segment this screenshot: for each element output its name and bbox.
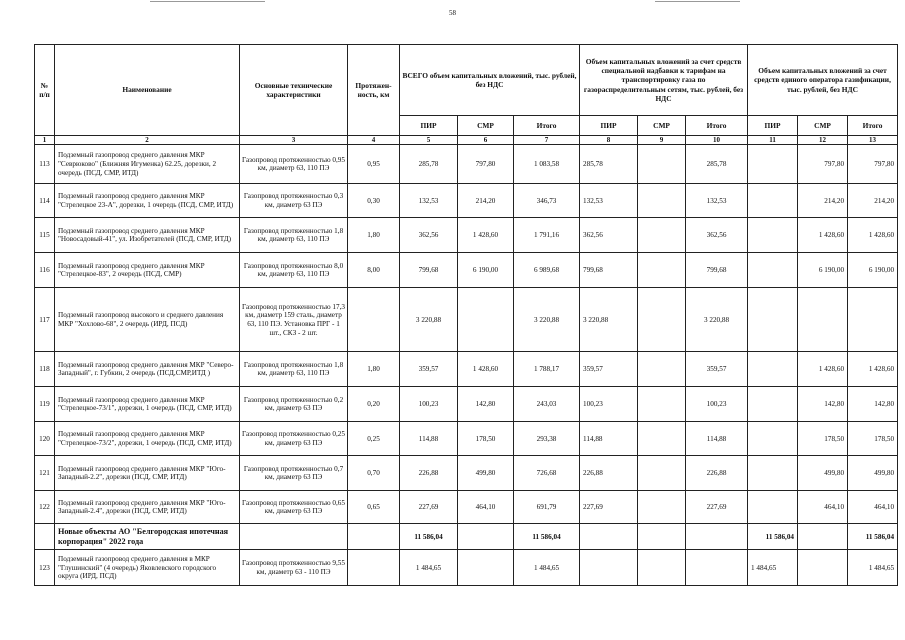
cell-operator-smr: 797,80	[798, 145, 848, 184]
table-row	[35, 491, 898, 524]
header-total-group: ВСЕГО объем капитальных вложений, тыс. рублей, без НДС	[400, 45, 580, 116]
cell-total-pir: 132,53	[400, 184, 458, 218]
table-row	[35, 352, 898, 387]
cell-total-smr: 142,80	[458, 387, 514, 422]
cell-num	[35, 524, 55, 550]
section-surcharge-pir	[580, 524, 638, 550]
cell-total-itogo: 3 220,88	[514, 288, 580, 352]
col-number: 6	[458, 136, 514, 145]
cell-tech: Газопровод протяженностью 1,8 км, диаметр 63, 110 ПЭ	[240, 218, 348, 253]
header-num: № п/п	[35, 45, 55, 136]
cell-operator-pir	[748, 184, 798, 218]
cell-operator-itogo: 142,80	[848, 387, 898, 422]
cell-surcharge-pir: 799,68	[580, 253, 638, 288]
cell-surcharge-itogo: 226,88	[686, 456, 748, 491]
header-name: Наименование	[55, 45, 240, 136]
cell-operator-smr: 1 428,60	[798, 352, 848, 387]
cell-surcharge-smr	[638, 491, 686, 524]
scan-top-line-right	[655, 1, 740, 2]
scan-top-line-left	[150, 1, 265, 2]
cell-operator-pir	[748, 145, 798, 184]
cell-name: Подземный газопровод среднего давления МКР "Северо-Западный", г. Губкин, 2 очередь (ПСД,СМР,ИТД )	[55, 352, 240, 387]
section-operator-pir: 11 586,04	[748, 524, 798, 550]
cell-surcharge-itogo: 359,57	[686, 352, 748, 387]
cell-total-smr: 499,80	[458, 456, 514, 491]
cell-surcharge-itogo: 799,68	[686, 253, 748, 288]
cell-surcharge-pir: 3 220,88	[580, 288, 638, 352]
cell-length: 0,20	[348, 387, 400, 422]
cell-operator-pir	[748, 491, 798, 524]
cell-operator-itogo: 1 428,60	[848, 218, 898, 253]
page-number: 58	[449, 9, 456, 17]
cell-operator-smr	[798, 288, 848, 352]
cell-total-itogo: 1 791,16	[514, 218, 580, 253]
section-total-itogo: 11 586,04	[514, 524, 580, 550]
header-sub-smr: СМР	[798, 116, 848, 136]
header-length: Протяжен-ность, км	[348, 45, 400, 136]
cell-surcharge-smr	[638, 218, 686, 253]
cell-surcharge-smr	[638, 184, 686, 218]
header-sub-itogo: Итого	[686, 116, 748, 136]
cell-name: Подземный газопровод среднего давления МКР "Стрелецкое-73/1", дорезки, 1 очередь (ПСД, СМР, ИТД)	[55, 387, 240, 422]
cell-total-smr: 1 428,60	[458, 218, 514, 253]
cell-length: 0,30	[348, 184, 400, 218]
table-row	[35, 422, 898, 456]
cell-total-smr: 214,20	[458, 184, 514, 218]
cell-total-pir: 1 484,65	[400, 550, 458, 586]
cell-surcharge-smr	[638, 387, 686, 422]
cell-surcharge-pir: 359,57	[580, 352, 638, 387]
cell-operator-smr: 499,80	[798, 456, 848, 491]
cell-total-itogo: 726,68	[514, 456, 580, 491]
header-operator-group: Объем капитальных вложений за счет средств единого оператора газификации, тыс. рублей, без НДС	[748, 45, 898, 116]
header-tech: Основные технические характеристики	[240, 45, 348, 136]
cell-total-smr: 178,50	[458, 422, 514, 456]
cell-name: Подземный газопровод среднего давления МКР "Стрелецкое 23-А", дорезки, 1 очередь (ПСД, СМР, ИТД)	[55, 184, 240, 218]
cell-operator-smr: 6 190,00	[798, 253, 848, 288]
col-number: 7	[514, 136, 580, 145]
cell-name: Подземный газопровод среднего давления МКР "Юго-Западный-2.2", дорезки (ПСД, СМР, ИТД)	[55, 456, 240, 491]
cell-total-pir: 799,68	[400, 253, 458, 288]
cell-surcharge-smr	[638, 456, 686, 491]
header-surcharge-group: Объем капитальных вложений за счет средств специальной надбавки к тарифам на транспортировку газа по газораспределительным сетям, тыс. рублей, без НДС	[580, 45, 748, 116]
cell-operator-pir	[748, 422, 798, 456]
cell-length	[348, 550, 400, 586]
cell-num: 118	[35, 352, 55, 387]
col-number: 13	[848, 136, 898, 145]
cell-length	[348, 524, 400, 550]
table-row	[35, 184, 898, 218]
col-number: 12	[798, 136, 848, 145]
cell-tech: Газопровод протяженностью 0,65 км, диаметр 63 ПЭ	[240, 491, 348, 524]
cell-name: Подземный газопровод среднего давления МКР "Новосадовый-41", ул. Изобретателей (ПСД, СМР, ИТД)	[55, 218, 240, 253]
cell-total-pir: 226,88	[400, 456, 458, 491]
cell-operator-pir	[748, 387, 798, 422]
section-subtotal-row	[35, 524, 898, 550]
cell-operator-pir	[748, 352, 798, 387]
cell-name: Подземный газопровод среднего давления МКР "Стрелецкое-83", 2 очередь (ПСД, СМР)	[55, 253, 240, 288]
cell-surcharge-smr	[638, 550, 686, 586]
cell-name: Подземный газопровод среднего давления МКР "Юго-Западный-2.4", дорезки (ПСД, СМР, ИТД)	[55, 491, 240, 524]
cell-surcharge-pir: 285,78	[580, 145, 638, 184]
cell-surcharge-itogo: 227,69	[686, 491, 748, 524]
cell-tech: Газопровод протяженностью 1,8 км, диаметр 63, 110 ПЭ	[240, 352, 348, 387]
section-total-pir: 11 586,04	[400, 524, 458, 550]
cell-surcharge-pir: 114,88	[580, 422, 638, 456]
cell-length: 1,80	[348, 218, 400, 253]
cell-total-itogo: 691,79	[514, 491, 580, 524]
cell-total-pir: 3 220,88	[400, 288, 458, 352]
cell-total-itogo: 346,73	[514, 184, 580, 218]
cell-surcharge-smr	[638, 253, 686, 288]
cell-operator-pir	[748, 218, 798, 253]
cell-surcharge-smr	[638, 352, 686, 387]
header-sub-smr: СМР	[638, 116, 686, 136]
cell-length: 0,70	[348, 456, 400, 491]
cell-length: 0,25	[348, 422, 400, 456]
cell-total-pir: 362,56	[400, 218, 458, 253]
cell-num: 120	[35, 422, 55, 456]
section-operator-itogo: 11 586,04	[848, 524, 898, 550]
cell-name: Подземный газопровод среднего давления МКР "Севрюково" (Ближняя Игуменка) 62.25, дорезки, 2 очередь (ПСД, СМР, ИТД)	[55, 145, 240, 184]
cell-operator-itogo: 797,80	[848, 145, 898, 184]
col-number: 3	[240, 136, 348, 145]
cell-tech: Газопровод протяженностью 0,2 км, диаметр 63 ПЭ	[240, 387, 348, 422]
cell-total-smr: 464,10	[458, 491, 514, 524]
cell-total-itogo: 293,38	[514, 422, 580, 456]
cell-total-smr: 797,80	[458, 145, 514, 184]
cell-operator-smr: 464,10	[798, 491, 848, 524]
cell-total-smr: 6 190,00	[458, 253, 514, 288]
col-number: 9	[638, 136, 686, 145]
cell-num: 119	[35, 387, 55, 422]
col-number: 11	[748, 136, 798, 145]
cell-tech: Газопровод протяженностью 0,25 км, диаметр 63 ПЭ	[240, 422, 348, 456]
section-surcharge-itogo	[686, 524, 748, 550]
cell-surcharge-itogo: 114,88	[686, 422, 748, 456]
cell-total-pir: 359,57	[400, 352, 458, 387]
cell-tech	[240, 524, 348, 550]
cell-num: 121	[35, 456, 55, 491]
cell-total-smr	[458, 288, 514, 352]
cell-surcharge-itogo	[686, 550, 748, 586]
cell-tech: Газопровод протяженностью 17,3 км, диаметр 159 сталь, диаметр 63, 110 ПЭ. Установка ПРГ - 1 шт., СКЗ - 2 шт.	[240, 288, 348, 352]
cell-name: Подземный газопровод высокого и среднего давления МКР "Хохлово-68", 2 очередь (ИРД, ПСД)	[55, 288, 240, 352]
cell-operator-itogo: 178,50	[848, 422, 898, 456]
cell-total-itogo: 1 788,17	[514, 352, 580, 387]
table-row	[35, 253, 898, 288]
table-row	[35, 550, 898, 586]
table-row	[35, 387, 898, 422]
cell-surcharge-pir: 100,23	[580, 387, 638, 422]
cell-total-pir: 114,88	[400, 422, 458, 456]
cell-num: 114	[35, 184, 55, 218]
cell-length: 1,80	[348, 352, 400, 387]
cell-operator-itogo	[848, 288, 898, 352]
header-sub-pir: ПИР	[580, 116, 638, 136]
header-sub-smr: СМР	[458, 116, 514, 136]
cell-operator-itogo: 1 428,60	[848, 352, 898, 387]
cell-operator-smr: 178,50	[798, 422, 848, 456]
col-number: 4	[348, 136, 400, 145]
cell-surcharge-pir: 132,53	[580, 184, 638, 218]
cell-total-pir: 100,23	[400, 387, 458, 422]
cell-num: 122	[35, 491, 55, 524]
cell-surcharge-pir: 227,69	[580, 491, 638, 524]
cell-operator-smr: 142,80	[798, 387, 848, 422]
cell-total-pir: 285,78	[400, 145, 458, 184]
section-total-smr	[458, 524, 514, 550]
cell-operator-pir	[748, 456, 798, 491]
cell-tech: Газопровод протяженностью 8,0 км, диаметр 63, 110 ПЭ	[240, 253, 348, 288]
cell-operator-itogo: 464,10	[848, 491, 898, 524]
cell-tech: Газопровод протяженностью 0,95 км, диаметр 63, 110 ПЭ	[240, 145, 348, 184]
cell-surcharge-smr	[638, 288, 686, 352]
cell-total-itogo: 1 484,65	[514, 550, 580, 586]
header-sub-itogo: Итого	[514, 116, 580, 136]
cell-operator-pir	[748, 288, 798, 352]
col-number: 1	[35, 136, 55, 145]
col-number: 5	[400, 136, 458, 145]
cell-total-smr: 1 428,60	[458, 352, 514, 387]
header-sub-pir: ПИР	[748, 116, 798, 136]
header-sub-pir: ПИР	[400, 116, 458, 136]
table-row	[35, 145, 898, 184]
col-number: 10	[686, 136, 748, 145]
cell-operator-pir	[748, 253, 798, 288]
cell-operator-pir: 1 484,65	[748, 550, 798, 586]
cell-operator-smr	[798, 550, 848, 586]
cell-surcharge-itogo: 3 220,88	[686, 288, 748, 352]
investment-table	[34, 44, 898, 586]
header-sub-itogo: Итого	[848, 116, 898, 136]
cell-surcharge-itogo: 132,53	[686, 184, 748, 218]
cell-surcharge-pir: 226,88	[580, 456, 638, 491]
cell-num: 123	[35, 550, 55, 586]
cell-surcharge-smr	[638, 422, 686, 456]
col-number: 8	[580, 136, 638, 145]
cell-num: 113	[35, 145, 55, 184]
cell-total-itogo: 6 989,68	[514, 253, 580, 288]
table-row	[35, 456, 898, 491]
cell-surcharge-itogo: 362,56	[686, 218, 748, 253]
table-row	[35, 218, 898, 253]
cell-operator-smr: 214,20	[798, 184, 848, 218]
cell-surcharge-itogo: 285,78	[686, 145, 748, 184]
cell-total-smr	[458, 550, 514, 586]
cell-num: 117	[35, 288, 55, 352]
cell-num: 116	[35, 253, 55, 288]
cell-total-itogo: 243,03	[514, 387, 580, 422]
cell-num: 115	[35, 218, 55, 253]
cell-total-itogo: 1 083,58	[514, 145, 580, 184]
cell-surcharge-itogo: 100,23	[686, 387, 748, 422]
cell-surcharge-smr	[638, 145, 686, 184]
section-operator-smr	[798, 524, 848, 550]
cell-operator-itogo: 1 484,65	[848, 550, 898, 586]
cell-total-pir: 227,69	[400, 491, 458, 524]
cell-length: 8,00	[348, 253, 400, 288]
cell-operator-itogo: 499,80	[848, 456, 898, 491]
section-title: Новые объекты АО "Белгородская ипотечная корпорация" 2022 года	[55, 524, 240, 550]
col-number: 2	[55, 136, 240, 145]
cell-name: Подземный газопровод среднего давления МКР "Стрелецкое-73/2", дорезки, 1 очередь (ПСД, СМР, ИТД)	[55, 422, 240, 456]
cell-length: 0,65	[348, 491, 400, 524]
table-row	[35, 288, 898, 352]
cell-operator-itogo: 6 190,00	[848, 253, 898, 288]
cell-tech: Газопровод протяженностью 9,55 км, диаметр 63 - 110 ПЭ	[240, 550, 348, 586]
cell-tech: Газопровод протяженностью 0,3 км, диаметр 63 ПЭ	[240, 184, 348, 218]
cell-operator-itogo: 214,20	[848, 184, 898, 218]
cell-length	[348, 288, 400, 352]
cell-length: 0,95	[348, 145, 400, 184]
cell-surcharge-pir	[580, 550, 638, 586]
cell-surcharge-pir: 362,56	[580, 218, 638, 253]
section-surcharge-smr	[638, 524, 686, 550]
cell-operator-smr: 1 428,60	[798, 218, 848, 253]
cell-tech: Газопровод протяженностью 0,7 км, диаметр 63 ПЭ	[240, 456, 348, 491]
cell-name: Подземный газопровод среднего давления в МКР "Глушинский" (4 очередь) Яковлевского городского округа (ИРД, ПСД)	[55, 550, 240, 586]
